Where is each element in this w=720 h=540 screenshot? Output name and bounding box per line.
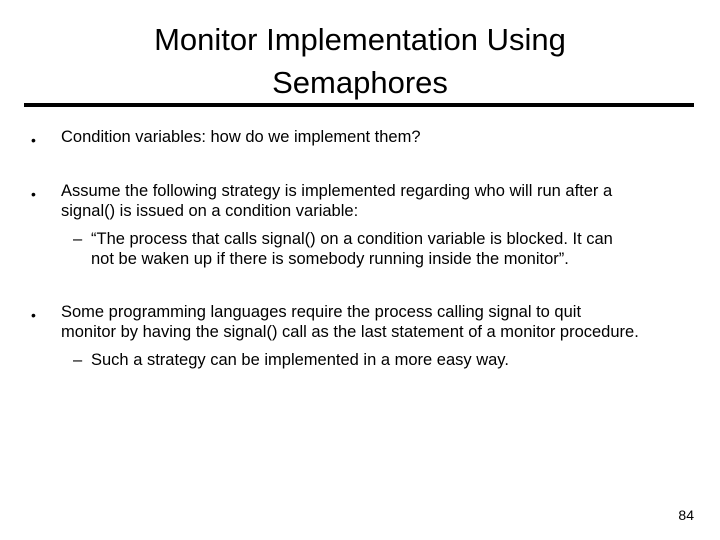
slide-title-line-1: Monitor Implementation Using	[154, 22, 566, 57]
bullet-text-line: signal() is issued on a condition variable:	[61, 202, 359, 220]
sub-bullet-text-2	[91, 229, 691, 269]
bullet-text-line: Condition variables: how do we implement them?	[61, 128, 421, 146]
slide-title	[0, 18, 720, 104]
sub-bullet-marker: –	[73, 230, 83, 248]
sub-bullet-marker: –	[73, 351, 83, 369]
sub-bullet-text-line: not be waken up if there is somebody running inside the monitor”.	[91, 250, 569, 268]
page-number: 84	[678, 507, 694, 523]
sub-bullet-text-line: Such a strategy can be implemented in a more easy way.	[91, 351, 509, 369]
bullet-text-2	[61, 181, 701, 221]
title-divider	[24, 103, 694, 107]
bullet-marker: •	[31, 307, 36, 323]
bullet-text-line: monitor by having the signal() call as the last statement of a monitor procedure.	[61, 323, 639, 341]
bullet-text-1	[61, 127, 701, 147]
bullet-marker: •	[31, 132, 36, 148]
slide-title-line-2: Semaphores	[272, 65, 448, 100]
bullet-text-line: Assume the following strategy is implemented regarding who will run after a	[61, 182, 613, 200]
bullet-text-3	[61, 302, 701, 342]
title-divider-line	[24, 103, 694, 107]
bullet-marker: •	[31, 186, 36, 202]
sub-bullet-text-3	[91, 350, 691, 370]
sub-bullet-text-line: “The process that calls signal() on a condition variable is blocked. It can	[91, 230, 613, 248]
bullet-text-line: Some programming languages require the process calling signal to quit	[61, 303, 582, 321]
